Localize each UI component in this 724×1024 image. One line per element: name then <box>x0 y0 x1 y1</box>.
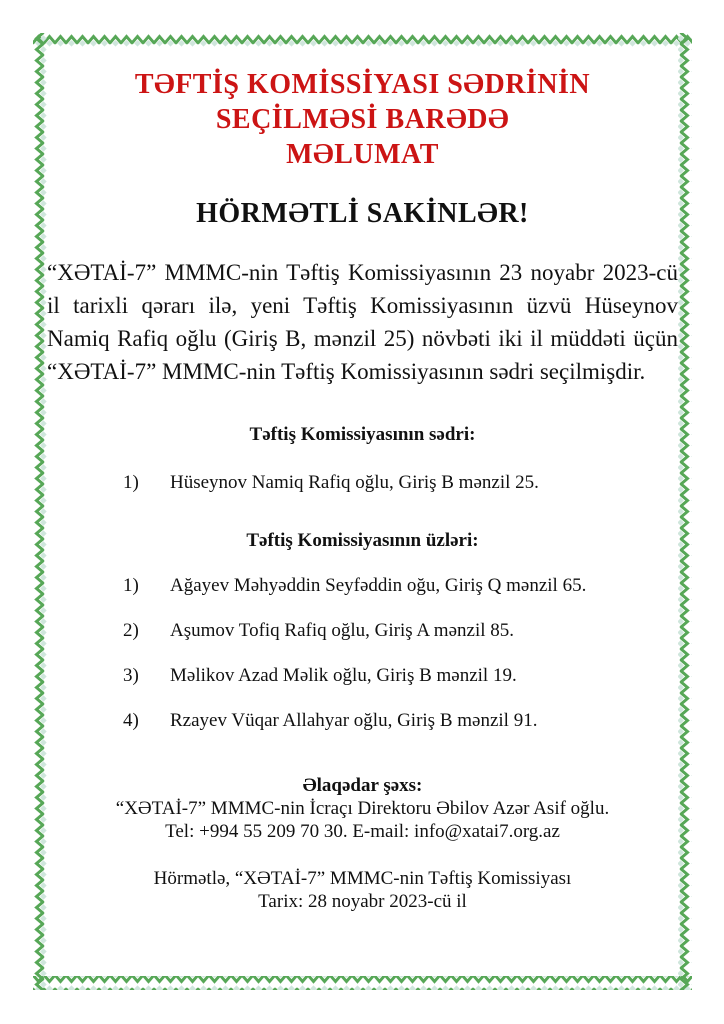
list-item <box>47 620 678 642</box>
members-section-heading: Təftiş Komissiyasının üzləri: <box>246 530 479 551</box>
list-item-number: 3) <box>123 665 139 686</box>
closing-signature-line: Hörmətlə, “XƏTAİ-7” MMMC-nin Təftiş Komissiyası <box>153 868 572 889</box>
greeting-heading: HÖRMƏTLİ SAKİNLƏR! <box>196 198 529 229</box>
list-item-number: 1) <box>123 575 139 596</box>
announcement-paragraph: “XƏTAİ-7” MMMC-nin Təftiş Komissiyasının 23 noyabr 2023-cü il tarixli qərarı ilə, yeni Təftiş Komissiyasının üzvü Hüseynov Namiq Rafiq oğlu (Giriş B, mənzil 25) növbəti iki il müddəti üçün “XƏTAİ-7” MMMC-nin Təftiş Komissiyasının sədri seçilmişdir. <box>47 260 678 384</box>
contact-section <box>47 774 678 843</box>
page-title-line-3: MƏLUMAT <box>286 139 439 170</box>
page-content <box>47 47 678 976</box>
list-item-number: 2) <box>123 620 139 641</box>
list-item <box>47 575 678 597</box>
list-item-text: Ağayev Məhyəddin Seyfəddin oğu, Giriş Q mənzil 65. <box>170 575 587 596</box>
list-item <box>47 710 678 732</box>
list-item <box>47 472 678 494</box>
members-list <box>47 575 678 732</box>
members-section <box>47 530 678 732</box>
chairman-section <box>47 424 678 494</box>
list-item-number: 1) <box>123 472 139 493</box>
list-item-number: 4) <box>123 710 139 731</box>
page-title <box>47 67 678 172</box>
list-item-text: Məlikov Azad Məlik oğlu, Giriş B mənzil 19. <box>170 665 517 686</box>
page-title-line-1: TƏFTİŞ KOMİSSİYASI SƏDRİNİN <box>134 69 591 100</box>
chairman-list <box>47 472 678 494</box>
list-item-text: Aşumov Tofiq Rafiq oğlu, Giriş A mənzil 85. <box>170 620 515 641</box>
list-item <box>47 665 678 687</box>
announcement-page <box>33 33 692 990</box>
contact-person-line: “XƏTAİ-7” MMMC-nin İcraçı Direktoru Əbilov Azər Asif oğlu. <box>115 798 610 819</box>
closing-section <box>47 867 678 913</box>
chairman-section-heading: Təftiş Komissiyasının sədri: <box>249 424 476 445</box>
page-title-line-2: SEÇİLMƏSİ BARƏDƏ <box>215 104 510 135</box>
list-item-text: Hüseynov Namiq Rafiq oğlu, Giriş B mənzil 25. <box>170 472 539 493</box>
list-item-text: Rzayev Vüqar Allahyar oğlu, Giriş B mənzil 91. <box>170 710 538 731</box>
contact-tel-email-line: Tel: +994 55 209 70 30. E-mail: info@xatai7.org.az <box>165 821 560 842</box>
closing-date-line: Tarix: 28 noyabr 2023-cü il <box>258 891 467 912</box>
contact-heading: Əlaqədar şəxs: <box>302 775 423 796</box>
